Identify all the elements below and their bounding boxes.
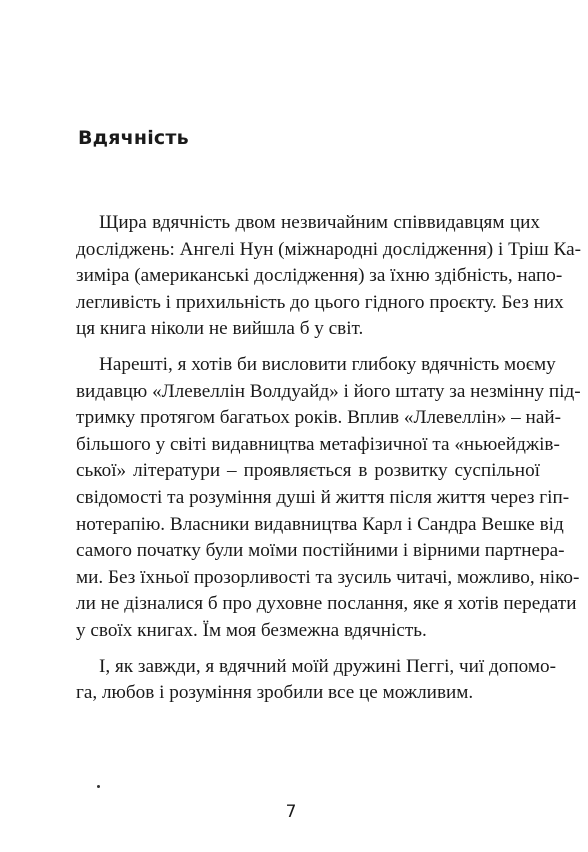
ink-speck: [97, 785, 100, 788]
text-line: ської» літератури – проявляється в розвитку суспільної: [76, 460, 540, 482]
text-line: ми. Без їхньої прозорливості та зусиль читачі, можливо, ніко-: [76, 566, 580, 588]
text-line: видавцю «Ллевеллін Волдуайд» і його штату за незмінну під-: [76, 380, 581, 402]
text-line: свідомості та розуміння душі й життя після життя через гіп-: [76, 486, 570, 508]
text-line: у своїх книгах. Їм моя безмежна вдячність.: [76, 619, 427, 641]
text-line: тримку протягом багатьох років. Вплив «Ллевеллін» – най-: [76, 407, 561, 429]
text-line: зиміра (американські дослідження) за їхню здібність, напо-: [76, 265, 563, 287]
text-line: більшого у світі видавництва метафізичної та «ньюейджів-: [76, 433, 560, 455]
page-number-text: 7: [285, 802, 297, 822]
text-line: легливість і прихильність до цього гідного проєкту. Без них: [76, 291, 564, 313]
paragraph-1: [76, 210, 582, 343]
text-line: досліджень: Ангелі Нун (міжнародні дослідження) і Тріш Ка-: [76, 238, 582, 260]
body-text: [76, 210, 582, 707]
text-line: І, як завжди, я вдячний моїй дружині Пеггі, чиї допомо-: [99, 655, 557, 677]
text-line: Нарешті, я хотів би висловити глибоку вдячність моєму: [99, 353, 556, 375]
text-line: га, любов і розуміння зробили все це можливим.: [76, 682, 474, 704]
text-line: ця книга ніколи не вийшла б у світ.: [76, 318, 364, 340]
text-line: ли не дізналися б про духовне послання, яке я хотів передати: [76, 593, 577, 615]
page-number: [0, 802, 588, 822]
text-line: Щира вдячність двом незвичайним співвидавцям цих: [99, 212, 540, 233]
paragraph-3: [76, 654, 557, 707]
text-line: самого початку були моїми постійними і вірними партнера-: [76, 540, 565, 562]
text-line: нотерапію. Власники видавництва Карл і Сандра Вешке від: [76, 513, 564, 535]
page-heading: Вдячність: [78, 127, 189, 149]
paragraph-2: [76, 352, 581, 645]
